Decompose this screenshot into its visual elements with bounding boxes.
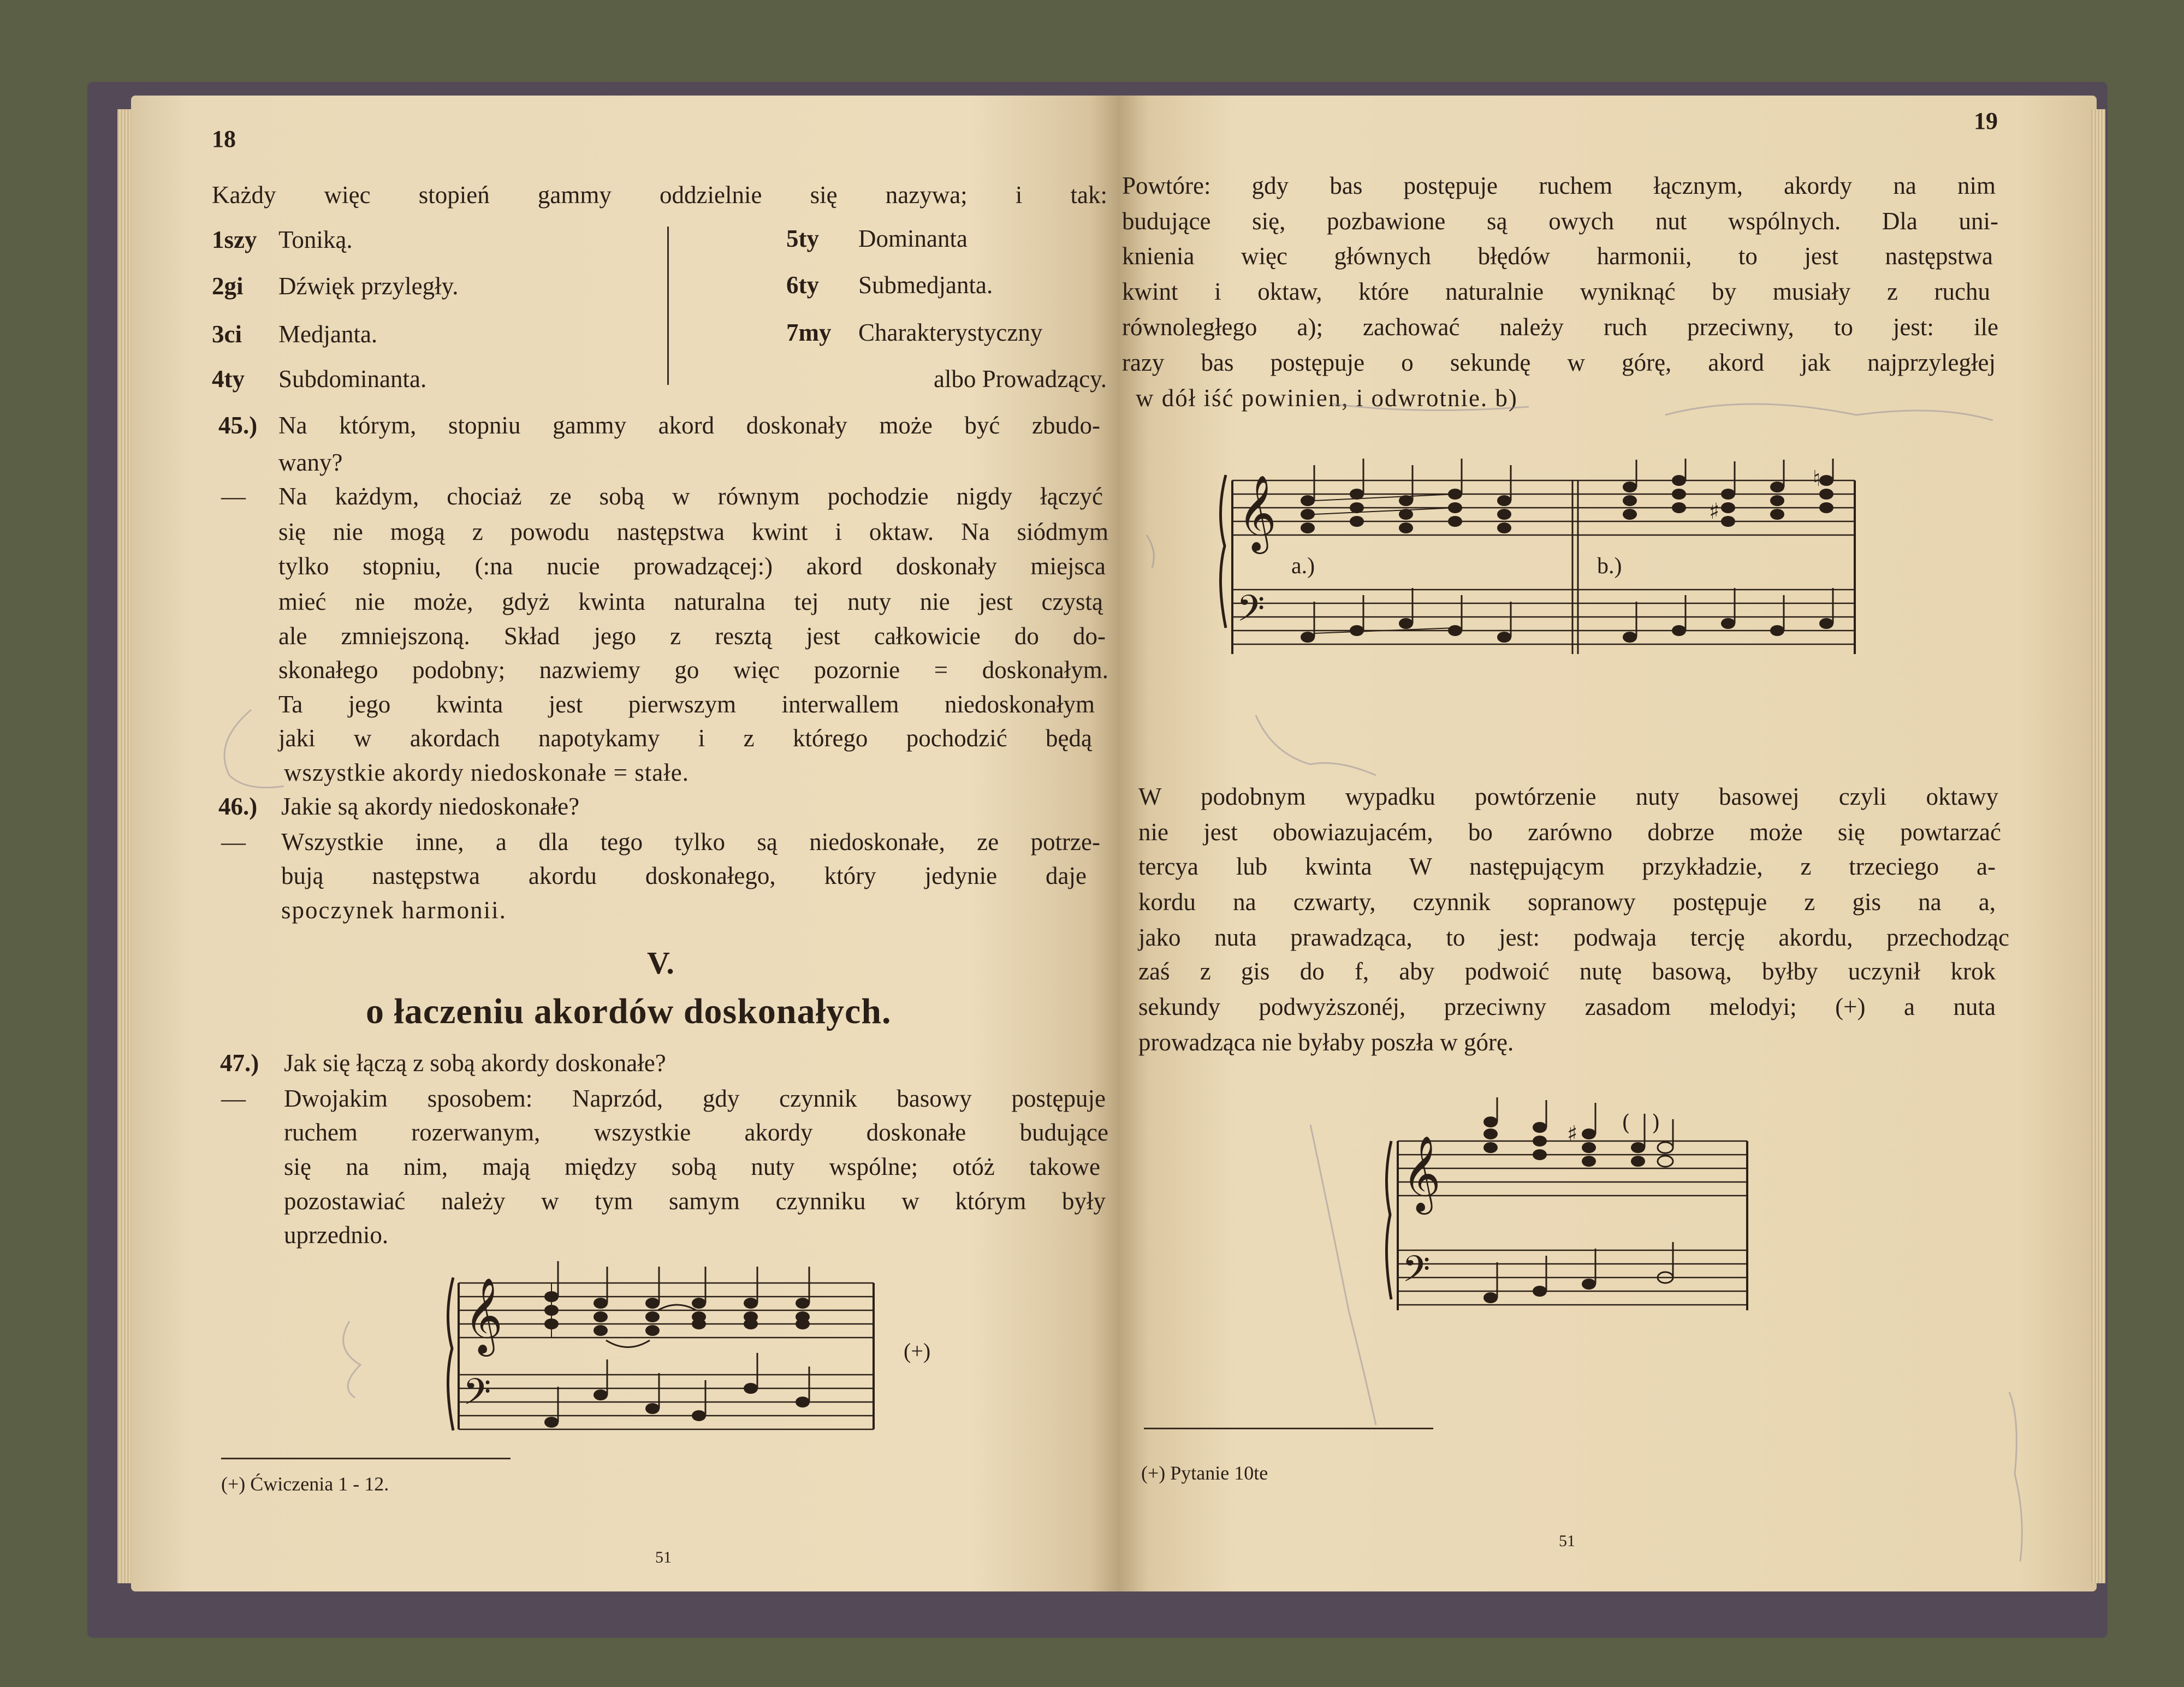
section-number: V. [647, 945, 675, 981]
degree-name: Medjanta. [278, 320, 378, 348]
paragraph-line: knienia więc głównych błędów harmonii, to jest następstwa [1122, 242, 1993, 270]
svg-text:♯: ♯ [1567, 1121, 1578, 1147]
svg-text:♮: ♮ [1813, 466, 1821, 491]
paragraph-line: W podobnym wypadku powtórzenie nuty basowej czyli oktawy [1138, 783, 1998, 810]
degree-num: 3ci [212, 320, 242, 348]
svg-text:𝄞: 𝄞 [464, 1278, 503, 1353]
left-page-number: 18 [212, 126, 236, 152]
paragraph-line: prowadząca nie byłaby poszła w górę. [1138, 1029, 1514, 1056]
degree-name: albo Prowadzący. [934, 365, 1107, 393]
footnote: (+) Pytanie 10te [1141, 1462, 1268, 1484]
degree-num: 7my [786, 319, 832, 346]
signature-mark: 51 [655, 1548, 672, 1566]
degree-num: 5ty [786, 225, 819, 252]
answer-line: pozostawiać należy w tym samym czynniku w którym były [284, 1187, 1106, 1215]
svg-text:𝄞: 𝄞 [1402, 1136, 1441, 1211]
degree-name: Dźwięk przyległy. [278, 272, 459, 300]
question-line: wany? [278, 449, 343, 476]
paragraph-line: tercya lub kwinta W następującym przykładzie, z trzeciego a- [1138, 853, 1996, 880]
answer-line: ruchem rozerwanym, wszystkie akordy doskonałe budujące [284, 1119, 1108, 1146]
degree-name: Subdominanta. [278, 365, 427, 393]
paragraph-line: w dół iść powinien, i odwrotnie. b) [1136, 384, 1518, 412]
paragraph-line: sekundy podwyższonéj, przeciwny zasadom melodyi; (+) a nuta [1138, 993, 1996, 1020]
signature-mark: 51 [1559, 1532, 1575, 1550]
answer-line: uprzednio. [284, 1221, 389, 1249]
paragraph-line: kordu na czwarty, czynnik sopranowy postępuje z gis na a, [1138, 888, 1996, 916]
answer-line: mieć nie może, gdyż kwinta naturalna tej nuty nie jest czystą [278, 588, 1103, 615]
degree-name: Submedjanta. [858, 271, 993, 299]
degree-num: 4ty [212, 365, 245, 393]
answer-dash: — [221, 828, 246, 856]
answer-line: się na nim, mają między sobą nuty wspólne; otóż takowe [284, 1153, 1100, 1180]
degree-name: Toniką. [278, 226, 353, 253]
answer-line: ale zmniejszoną. Skład jego z resztą jest całkowicie do do- [278, 622, 1106, 650]
answer-dash: — [221, 483, 246, 510]
answer-line: jaki w akordach napotykamy i z którego pochodzić będą [278, 724, 1092, 752]
section-title: o łaczeniu akordów doskonałych. [366, 991, 892, 1031]
svg-text:𝄢: 𝄢 [463, 1371, 491, 1422]
paragraph-line: równoległego a); zachować należy ruch przeciwny, to jest: ile [1122, 313, 1998, 341]
paragraph-line: zaś z gis do f, aby podwoić nutę basową, byłby uczynił krok [1138, 958, 1996, 985]
answer-line: wszystkie akordy niedoskonałe = stałe. [284, 759, 689, 786]
footnote: (+) Ćwiczenia 1 - 12. [221, 1473, 389, 1495]
svg-text:𝄢: 𝄢 [1402, 1248, 1431, 1299]
svg-text:𝄞: 𝄞 [1238, 475, 1277, 551]
question-line: Jak się łączą z sobą akordy doskonałe? [284, 1049, 666, 1077]
example-mark: (+) [904, 1339, 931, 1363]
answer-line: Dwojakim sposobem: Naprzód, gdy czynnik basowy postępuje [284, 1085, 1106, 1112]
paragraph-line: Powtóre: gdy bas postępuje ruchem łącznym, akordy na nim [1122, 172, 1996, 199]
paragraph-line: nie jest obowiazujacém, bo zarówno dobrze może się powtarzać [1138, 818, 2001, 846]
question-line: Na którym, stopniu gammy akord doskonały może być zbudo- [278, 412, 1100, 439]
degree-num: 1szy [212, 226, 257, 253]
svg-text:(: ( [1622, 1110, 1630, 1136]
paragraph-line: jako nuta prawadząca, to jest: podwaja tercję akordu, przechodząc [1138, 924, 2009, 951]
svg-text:𝄢: 𝄢 [1237, 587, 1265, 638]
question-number: 46.) [218, 793, 258, 820]
degree-num: 2gi [212, 272, 244, 300]
answer-line: tylko stopniu, (:na nucie prowadzącej:) akord doskonały miejsca [278, 553, 1106, 580]
question-number: 47.) [220, 1049, 259, 1077]
intro-line: Każdy więc stopień gammy oddzielnie się nazywa; i tak: [212, 181, 1107, 209]
degree-name: Dominanta [858, 225, 968, 252]
answer-line: bują następstwa akordu doskonałego, który jedynie daje [281, 862, 1087, 889]
answer-dash: — [221, 1085, 246, 1112]
svg-text:): ) [1652, 1110, 1660, 1136]
paragraph-line: budujące się, pozbawione są owych nut wspólnych. Dla uni- [1122, 207, 1998, 235]
answer-line: spoczynek harmonii. [281, 896, 507, 924]
example-label-b: b.) [1597, 554, 1622, 579]
svg-text:♯: ♯ [1709, 499, 1720, 524]
example-label-a: a.) [1291, 554, 1315, 579]
paragraph-line: kwint i oktaw, które naturalnie wyniknąć by musiały z ruchu [1122, 278, 1990, 305]
paragraph-line: razy bas postępuje o sekundę w górę, akord jak najprzyległej [1122, 349, 1996, 376]
answer-line: się nie mogą z powodu następstwa kwint i oktaw. Na siódmym [278, 518, 1108, 545]
degree-num: 6ty [786, 271, 819, 299]
question-number: 45.) [218, 412, 258, 439]
degree-name: Charakterystyczny [858, 319, 1043, 346]
answer-line: Na każdym, chociaż ze sobą w równym pochodzie nigdy łączyć [278, 483, 1103, 510]
answer-line: Wszystkie inne, a dla tego tylko są niedoskonałe, ze potrze- [281, 828, 1100, 856]
question-line: Jakie są akordy niedoskonałe? [281, 793, 580, 820]
answer-line: Ta jego kwinta jest pierwszym interwallem niedoskonałym [278, 691, 1095, 718]
answer-line: skonałego podobny; nazwiemy go więc pozornie = doskonałym. [278, 656, 1108, 684]
right-page-number: 19 [1974, 108, 1998, 134]
